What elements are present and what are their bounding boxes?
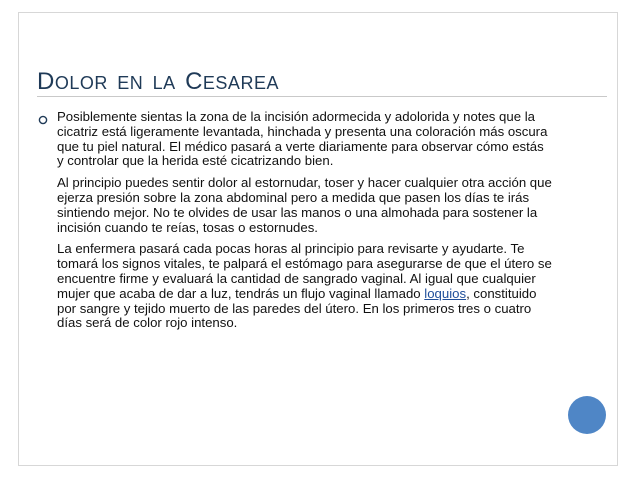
slide-body xyxy=(57,110,552,338)
title-word-la: LA xyxy=(152,73,176,93)
slide-title xyxy=(37,62,279,94)
paragraph-2: Al principio puedes sentir dolor al estornudar, toser y hacer cualquier otra acción que ejerza presión sobre la zona abdominal pero a medida que pasen los días te irás sintiendo mejor. No te olvides de usar las manos o una almohada para sostener la incisión cuando te reías, tosas o estornudes. xyxy=(57,175,552,235)
title-word-en: EN xyxy=(117,73,144,93)
title-word-cesarea: ESAREA xyxy=(202,73,279,93)
bullet-icon xyxy=(38,115,48,125)
title-initial-d: D xyxy=(37,68,55,95)
paragraph-3-text-start: La enfermera pasará cada pocas horas al principio para revisarte y ayudarte. Te tomará los signos vitales, te palpará el estómago para asegurarse de que el útero se encuentre firme y evaluará la cantidad de sangrado vaginal. Al igual que cualquier mujer que acaba de dar a luz, tendrás un flujo vaginal llamado xyxy=(57,241,552,301)
paragraph-3 xyxy=(57,242,552,331)
loquios-link[interactable]: loquios xyxy=(424,285,467,301)
title-divider xyxy=(37,96,607,97)
decorative-circle xyxy=(568,396,606,434)
title-initial-c: C xyxy=(185,68,203,95)
title-word-dolor: OLOR xyxy=(54,73,108,93)
paragraph-3-text-end: , constituido por sangre y tejido muerto de las paredes del útero. En los primeros tres o cuatro días será de color rojo intenso. xyxy=(57,285,537,331)
paragraph-1: Posiblemente sientas la zona de la incisión adormecida y adolorida y notes que la cicatriz está ligeramente levantada, hinchada y presenta una coloración más oscura que tu piel natural. El médico pasará a verte diariamente para observar cómo estás y controlar que la herida esté cicatrizando bien. xyxy=(57,109,548,169)
